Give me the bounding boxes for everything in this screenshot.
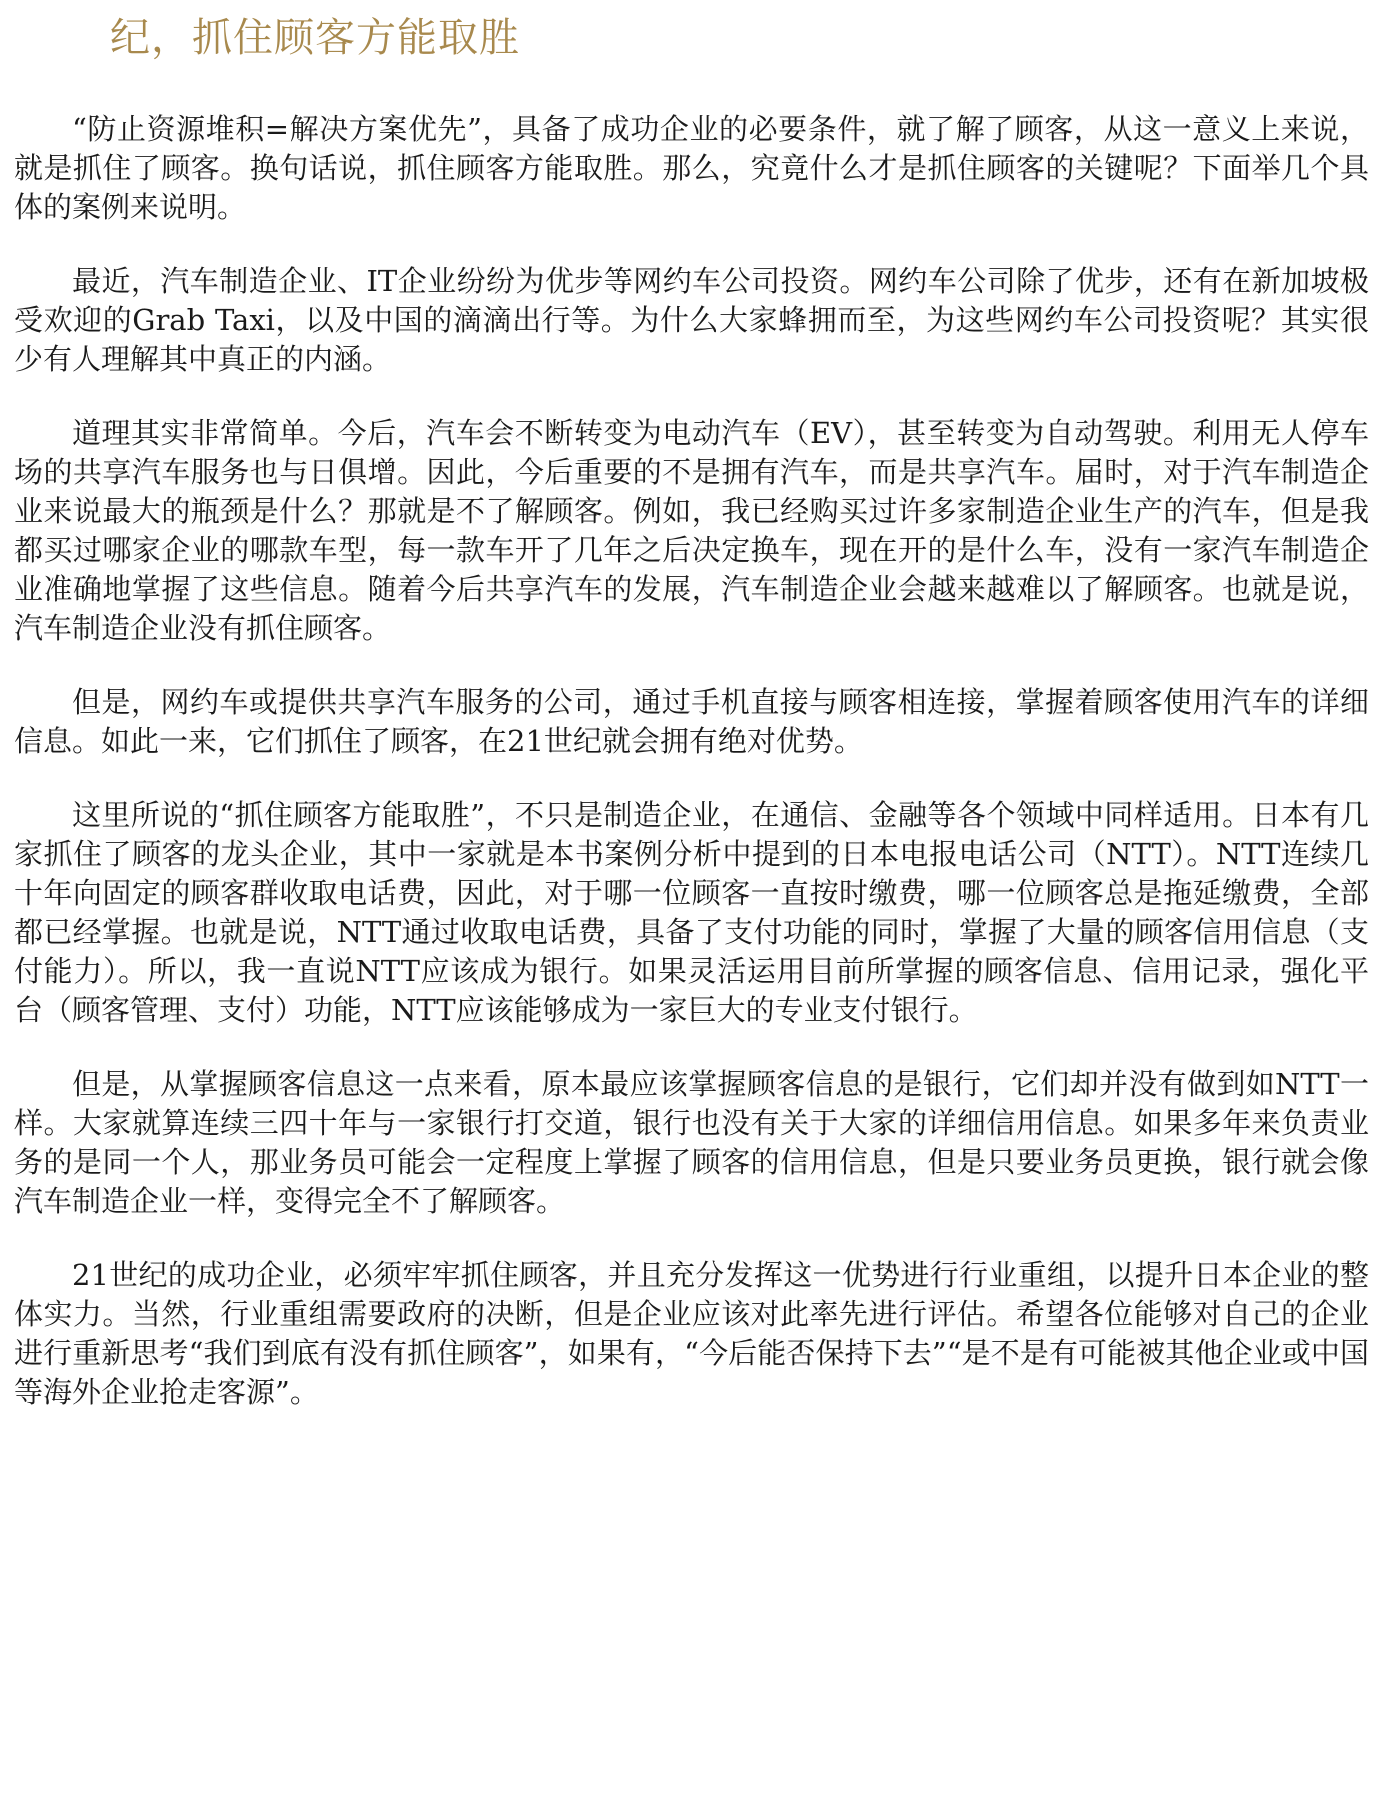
paragraph: 最近，汽车制造企业、IT企业纷纷为优步等网约车公司投资。网约车公司除了优步，还有在新加坡极受欢迎的Grab Taxi，以及中国的滴滴出行等。为什么大家蜂拥而至，为这些网约车公司投资呢？其实很少有人理解其中真正的内涵。 <box>14 264 1369 376</box>
paragraph: 21世纪的成功企业，必须牢牢抓住顾客，并且充分发挥这一优势进行行业重组，以提升日本企业的整体实力。当然，行业重组需要政府的决断，但是企业应该对此率先进行评估。希望各位能够对自己的企业进行重新思考“我们到底有没有抓住顾客”，如果有，“今后能否保持下去”“是不是有可能被其他企业或中国等海外企业抢走客源”。 <box>14 1258 1369 1409</box>
section-heading: 纪，抓住顾客方能取胜 <box>110 15 520 61</box>
paragraph: “防止资源堆积=解决方案优先”，具备了成功企业的必要条件，就了解了顾客，从这一意义上来说，就是抓住了顾客。换句话说，抓住顾客方能取胜。那么，究竟什么才是抓住顾客的关键呢？下面举几个具体的案例来说明。 <box>14 112 1369 224</box>
paragraph: 但是，从掌握顾客信息这一点来看，原本最应该掌握顾客信息的是银行，它们却并没有做到如NTT一样。大家就算连续三四十年与一家银行打交道，银行也没有关于大家的详细信用信息。如果多年来负责业务的是同一个人，那业务员可能会一定程度上掌握了顾客的信用信息，但是只要业务员更换，银行就会像汽车制造企业一样，变得完全不了解顾客。 <box>14 1067 1369 1218</box>
paragraph: 但是，网约车或提供共享汽车服务的公司，通过手机直接与顾客相连接，掌握着顾客使用汽车的详细信息。如此一来，它们抓住了顾客，在21世纪就会拥有绝对优势。 <box>14 685 1369 758</box>
paragraph: 道理其实非常简单。今后，汽车会不断转变为电动汽车（EV），甚至转变为自动驾驶。利用无人停车场的共享汽车服务也与日俱增。因此，今后重要的不是拥有汽车，而是共享汽车。届时，对于汽车制造企业来说最大的瓶颈是什么？那就是不了解顾客。例如，我已经购买过许多家制造企业生产的汽车，但是我都买过哪家企业的哪款车型，每一款车开了几年之后决定换车，现在开的是什么车，没有一家汽车制造企业准确地掌握了这些信息。随着今后共享汽车的发展，汽车制造企业会越来越难以了解顾客。也就是说，汽车制造企业没有抓住顾客。 <box>14 416 1369 645</box>
paragraph: 这里所说的“抓住顾客方能取胜”，不只是制造企业，在通信、金融等各个领域中同样适用。日本有几家抓住了顾客的龙头企业，其中一家就是本书案例分析中提到的日本电报电话公司（NTT）。NTT连续几十年向固定的顾客群收取电话费，因此，对于哪一位顾客一直按时缴费，哪一位顾客总是拖延缴费，全部都已经掌握。也就是说，NTT通过收取电话费，具备了支付功能的同时，掌握了大量的顾客信用信息（支付能力）。所以，我一直说NTT应该成为银行。如果灵活运用目前所掌握的顾客信息、信用记录，强化平台（顾客管理、支付）功能，NTT应该能够成为一家巨大的专业支付银行。 <box>14 798 1369 1027</box>
body-text <box>14 110 1369 1412</box>
